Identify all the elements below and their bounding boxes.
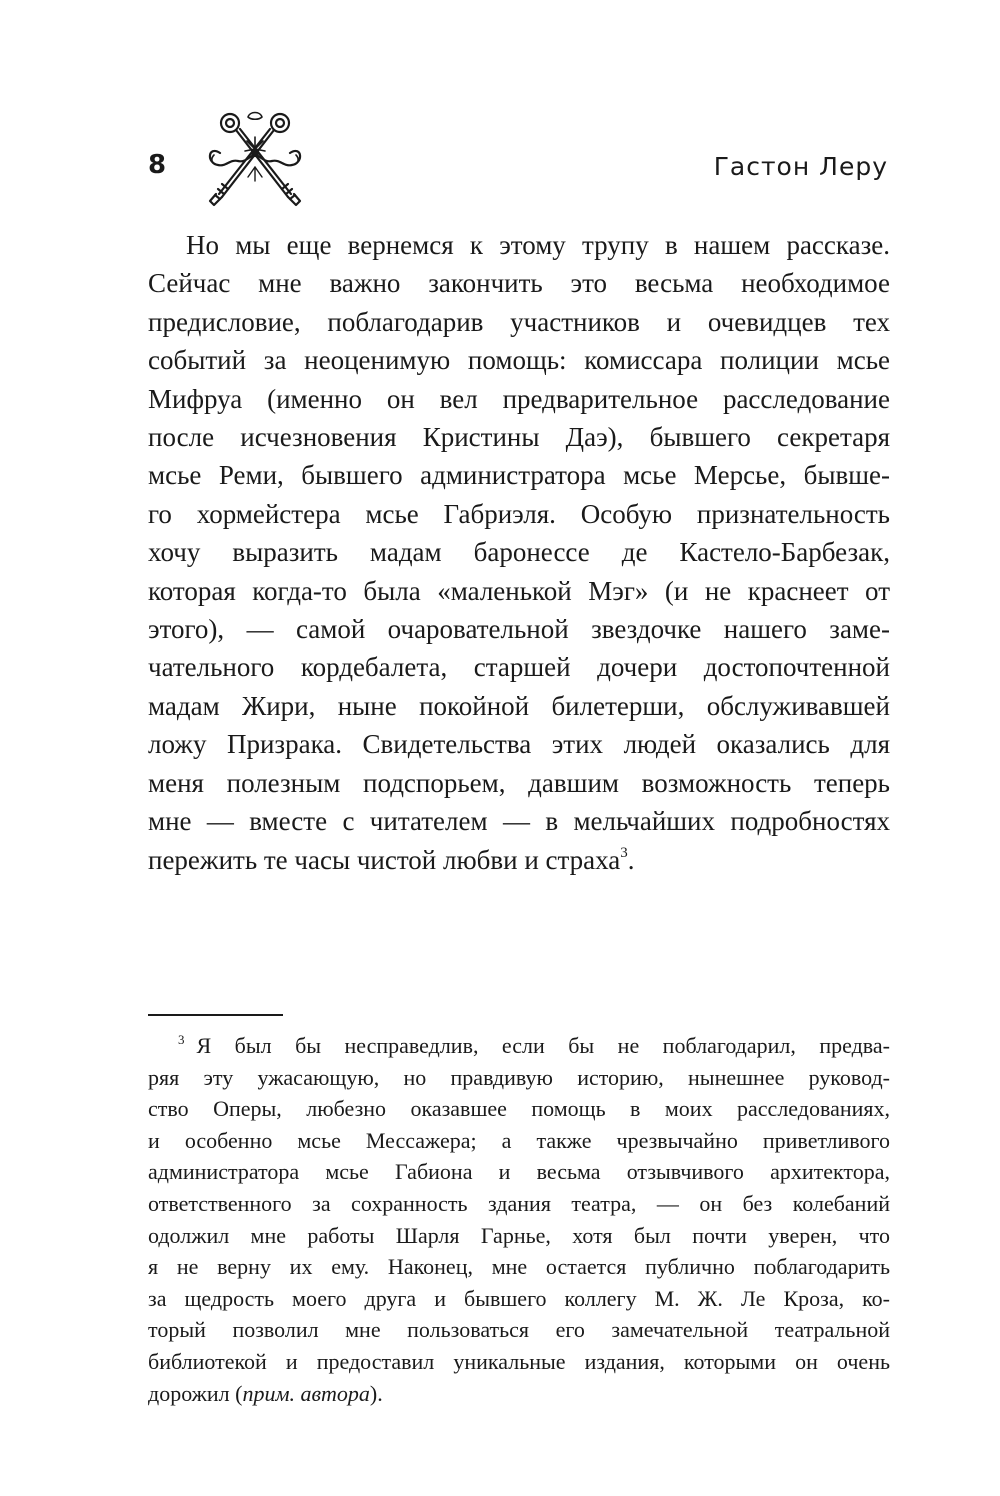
footnote-marker: 3 (178, 1032, 185, 1047)
footnote (148, 1024, 890, 1409)
text-line: чательного кордебалета, старшей дочери достопочтенной (148, 652, 890, 683)
text-line: после исчезновения Кристины Даэ), бывшего секретаря (148, 422, 890, 453)
text-line: предисловие, поблагодарив участников и очевидцев тех (148, 306, 890, 337)
crossed-keys-icon (200, 105, 310, 215)
text-line: Но мы еще вернемся к этому трупу в нашем рассказе. (186, 230, 890, 260)
footnote-line: торый позволил мне пользоваться его замечательной театральной (148, 1317, 890, 1343)
text-line: Мифруа (именно он вел предварительное расследование (148, 383, 890, 414)
last-line-period: . (627, 844, 635, 875)
footnote-line: одолжил мне работы Шарля Гарнье, хотя был почти уверен, что (148, 1222, 890, 1248)
main-text (148, 226, 890, 879)
text-line-last (148, 841, 890, 879)
footnote-line: ряя эту ужасающую, но правдивую историю, нынешнее руковод- (148, 1064, 890, 1090)
text-line: мсье Реми, бывшего администратора мсье Мерсье, бывше- (148, 460, 890, 491)
last-line-text: пережить те часы чистой любви и страха (148, 844, 621, 875)
text-line: событий за неоценимую помощь: комиссара полиции мсье (148, 345, 890, 376)
footnote-last-prefix: дорожил ( (148, 1380, 243, 1406)
text-line: ложу Призрака. Свидетельства этих людей оказались для (148, 729, 890, 760)
footnote-line: за щедрость моего друга и бывшего коллегу М. Ж. Ле Кроза, ко- (148, 1285, 890, 1311)
footnote-line: администратора мсье Габиона и весьма отзывчивого архитектора, (148, 1159, 890, 1185)
footnote-first-line: Я был бы несправедлив, если бы не поблагодарил, предва- (196, 1033, 890, 1058)
footnote-line-last (148, 1378, 890, 1410)
footnote-last-suffix: ). (369, 1380, 383, 1406)
footnote-divider (148, 1014, 283, 1016)
running-title: Гастон Леру (713, 152, 888, 181)
page-number: 8 (148, 150, 167, 180)
footnote-line: библиотекой и предоставил уникальные издания, которыми он очень (148, 1348, 890, 1374)
footnote-reference[interactable]: 3 (620, 844, 628, 861)
footnote-line (148, 1024, 890, 1062)
text-line: хочу выразить мадам баронессе де Кастело-Барбезак, (148, 537, 890, 568)
text-line: мадам Жири, ныне покойной билетерши, обслуживавшей (148, 690, 890, 721)
text-line: го хормейстера мсье Габриэля. Особую признательность (148, 498, 890, 529)
text-line: этого), — самой очаровательной звездочке нашего заме- (148, 614, 890, 645)
author-note: прим. автора (242, 1380, 370, 1406)
text-line: меня полезным подспорьем, давшим возможность теперь (148, 767, 890, 798)
footnote-line: ство Оперы, любезно оказавшее помощь в моих расследованиях, (148, 1096, 890, 1122)
footnote-line: я не верну их ему. Наконец, мне остается публично поблагодарить (148, 1254, 890, 1280)
text-line: Сейчас мне важно закончить это весьма необходимое (148, 268, 890, 299)
footnote-line: ответственного за сохранность здания театра, — он без колебаний (148, 1190, 890, 1216)
text-line: которая когда-то была «маленькой Мэг» (и не краснеет от (148, 575, 890, 606)
text-line: мне — вместе с читателем — в мельчайших подробностях (148, 806, 890, 837)
footnote-line: и особенно мсье Мессажера; а также чрезвычайно приветливого (148, 1127, 890, 1153)
